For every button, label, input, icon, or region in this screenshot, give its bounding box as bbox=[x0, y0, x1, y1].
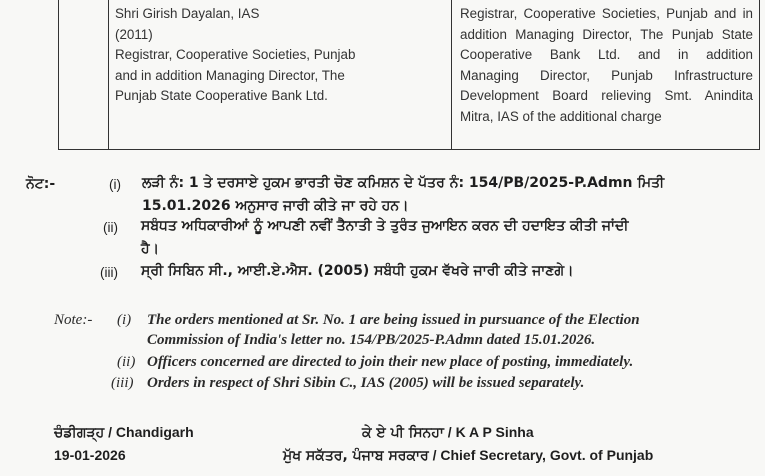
punjabi-note-label: ਨੋਟ:- bbox=[26, 176, 56, 192]
punjabi-note-number: (iii) bbox=[100, 265, 118, 280]
name-punjabi: ਕੇ ਏ ਪੀ ਸਿਨਹਾ bbox=[362, 425, 444, 441]
punjabi-note-number: (i) bbox=[109, 177, 121, 192]
posting-line: Development Board relieving Smt. Anindita bbox=[460, 88, 753, 103]
name-english: K A P Sinha bbox=[455, 424, 534, 440]
name-separator: / bbox=[443, 424, 456, 440]
place-punjabi: ਚੰਡੀਗੜ੍ਹ bbox=[54, 425, 105, 441]
signatory-designation bbox=[283, 447, 653, 464]
english-note-label: Note:- bbox=[54, 312, 93, 328]
english-note-text: Commission of India's letter no. 154/PB/2025-P.Admn dated 15.01.2026. bbox=[147, 332, 596, 348]
english-note-text: The orders mentioned at Sr. No. 1 are being issued in pursuance of the Election bbox=[147, 312, 640, 328]
orders-table-fragment bbox=[58, 0, 760, 150]
english-note-number: (iii) bbox=[111, 375, 134, 391]
punjabi-note-text: ਲੜੀ ਨੰ: 1 ਤੇ ਦਰਸਾਏ ਹੁਕਮ ਭਾਰਤੀ ਚੋਣ ਕਮਿਸ਼ਨ ਦੇ ਪੱਤਰ ਨੰ: 154/PB/2025-P.Admn ਮਿਤੀ bbox=[142, 175, 665, 191]
posting-line: addition Managing Director, The Punjab State bbox=[460, 26, 753, 42]
punjabi-note-text: ਹੈ। bbox=[141, 241, 160, 257]
punjabi-note-text: 15.01.2026 ਅਨੁਸਾਰ ਜਾਰੀ ਕੀਤੇ ਜਾ ਰਹੇ ਹਨ। bbox=[142, 198, 409, 214]
punjabi-note-text: ਸਬੰਧਤ ਅਧਿਕਾਰੀਆਂ ਨੂੰ ਆਪਣੀ ਨਵੀਂ ਤੈਨਾਤੀ ਤੇ ਤੁਰੰਤ ਜੁਆਇਨ ਕਰਨ ਦੀ ਹਦਾਇਤ ਕੀਤੀ ਜਾਂਦੀ bbox=[141, 218, 629, 234]
serial-cell bbox=[59, 0, 109, 149]
officer-line: Punjab State Cooperative Bank Ltd. bbox=[115, 88, 328, 103]
designation-separator: / bbox=[428, 447, 441, 463]
officer-line: Shri Girish Dayalan, IAS bbox=[115, 6, 260, 21]
english-note-text: Officers concerned are directed to join their new place of posting, immediately. bbox=[147, 354, 634, 370]
english-note-number: (i) bbox=[117, 312, 132, 328]
place-english: Chandigarh bbox=[115, 424, 194, 440]
punjabi-note-number: (ii) bbox=[103, 220, 118, 235]
posting-line: Cooperative Bank Ltd. and in addition bbox=[460, 47, 753, 62]
officer-line: and in addition Managing Director, The bbox=[115, 67, 345, 83]
signatory-name bbox=[362, 424, 534, 441]
issue-date: 19-01-2026 bbox=[54, 447, 126, 463]
posting-cell bbox=[452, 0, 759, 149]
punjabi-note-text: ਸ੍ਰੀ ਸਿਬਿਨ ਸੀ., ਆਈ.ਏ.ਐਸ. (2005) ਸਬੰਧੀ ਹੁਕਮ ਵੱਖਰੇ ਜਾਰੀ ਕੀਤੇ ਜਾਣਗੇ। bbox=[141, 263, 574, 279]
officer-line: (2011) bbox=[115, 26, 153, 42]
english-note-text: Orders in respect of Shri Sibin C., IAS (2005) will be issued separately. bbox=[147, 375, 585, 391]
posting-line: Registrar, Cooperative Societies, Punjab and in bbox=[460, 6, 753, 21]
posting-line: Managing Director, Punjab Infrastructure bbox=[460, 67, 753, 83]
designation-english: Chief Secretary, Govt. of Punjab bbox=[440, 447, 654, 463]
issue-place bbox=[54, 424, 194, 441]
officer-line: Registrar, Cooperative Societies, Punjab bbox=[115, 47, 356, 62]
posting-line: Mitra, IAS of the additional charge bbox=[460, 108, 662, 124]
officer-cell bbox=[109, 0, 452, 149]
place-separator: / bbox=[104, 424, 116, 440]
english-note-number: (ii) bbox=[117, 354, 136, 370]
designation-punjabi: ਮੁੱਖ ਸਕੱਤਰ, ਪੰਜਾਬ ਸਰਕਾਰ bbox=[283, 448, 429, 464]
